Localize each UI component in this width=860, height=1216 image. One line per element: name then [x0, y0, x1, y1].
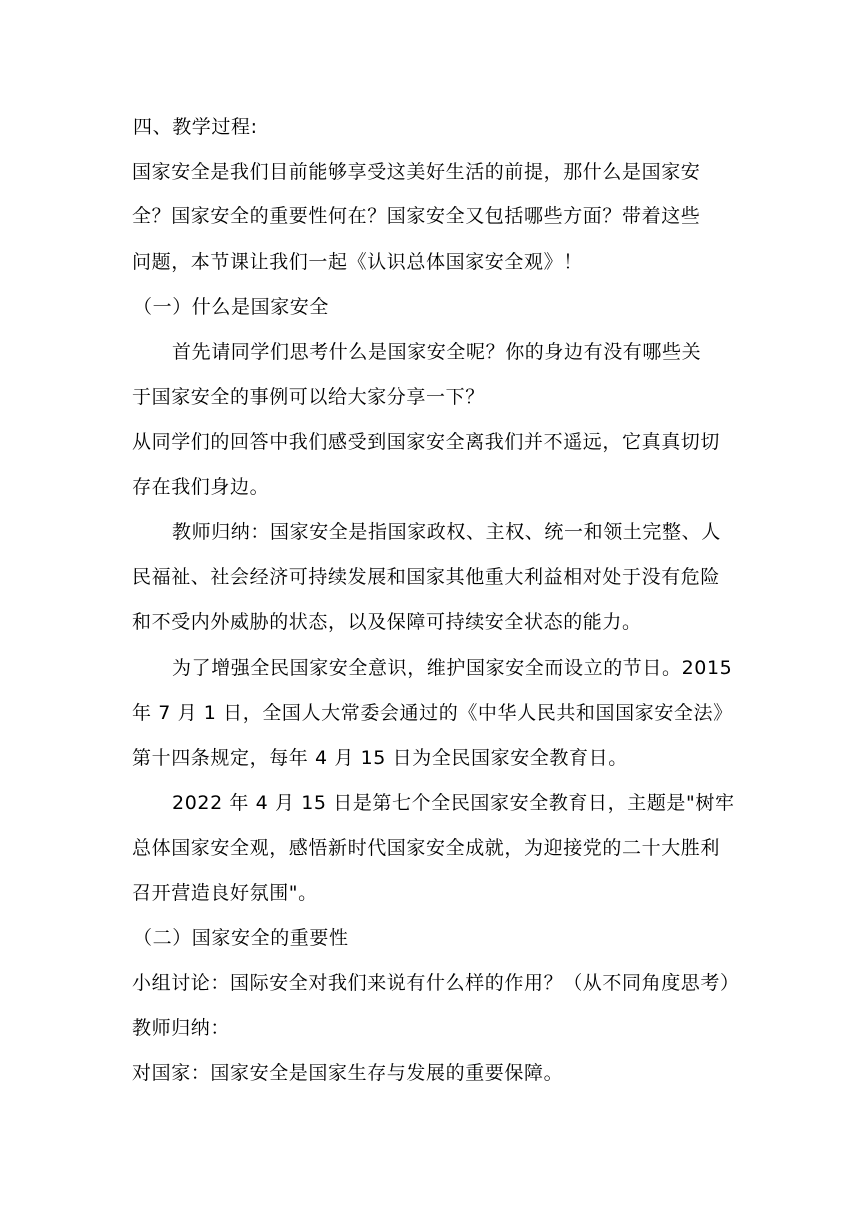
paragraph-line: 存在我们身边。 — [132, 476, 270, 498]
paragraph-line: 全？国家安全的重要性何在？国家安全又包括哪些方面？带着这些 — [132, 205, 701, 227]
subsection-heading-what-is-national-security: （一）什么是国家安全 — [133, 296, 330, 318]
paragraph-line: 小组讨论：国际安全对我们来说有什么样的作用？（从不同角度思考） — [132, 972, 740, 994]
paragraph-line: 第十四条规定，每年 4 月 15 日为全民国家安全教育日。 — [132, 747, 628, 769]
paragraph-line: 教师归纳：国家安全是指国家政权、主权、统一和领土完整、人 — [172, 521, 721, 543]
paragraph-line: 问题，本节课让我们一起《认识总体国家安全观》！ — [132, 251, 583, 273]
paragraph-line: 从同学们的回答中我们感受到国家安全离我们并不遥远，它真真切切 — [132, 431, 721, 453]
paragraph-line: 年 7 月 1 日，全国人大常委会通过的《中华人民共和国国家安全法》 — [132, 702, 733, 724]
paragraph-line: 2022 年 4 月 15 日是第七个全民国家安全教育日，主题是"树牢 — [172, 792, 735, 814]
paragraph-line: 召开营造良好氛围"。 — [132, 882, 318, 904]
paragraph-line: 对国家：国家安全是国家生存与发展的重要保障。 — [132, 1062, 564, 1084]
paragraph-line: 首先请同学们思考什么是国家安全呢？你的身边有没有哪些关 — [172, 341, 702, 363]
subsection-heading-importance: （二）国家安全的重要性 — [133, 927, 349, 949]
paragraph-line: 和不受内外威胁的状态，以及保障可持续安全状态的能力。 — [132, 611, 642, 633]
paragraph-line: 总体国家安全观，感悟新时代国家安全成就，为迎接党的二十大胜利 — [132, 837, 721, 859]
section-heading-teaching-process: 四、教学过程: — [133, 116, 258, 138]
paragraph-line: 于国家安全的事例可以给大家分享一下？ — [132, 386, 485, 408]
paragraph-line: 为了增强全民国家安全意识，维护国家安全而设立的节日。2015 — [172, 657, 733, 679]
paragraph-line: 教师归纳： — [132, 1017, 231, 1039]
paragraph-line: 国家安全是我们目前能够享受这美好生活的前提，那什么是国家安 — [132, 161, 701, 183]
paragraph-line: 民福祉、社会经济可持续发展和国家其他重大利益相对处于没有危险 — [132, 566, 721, 588]
